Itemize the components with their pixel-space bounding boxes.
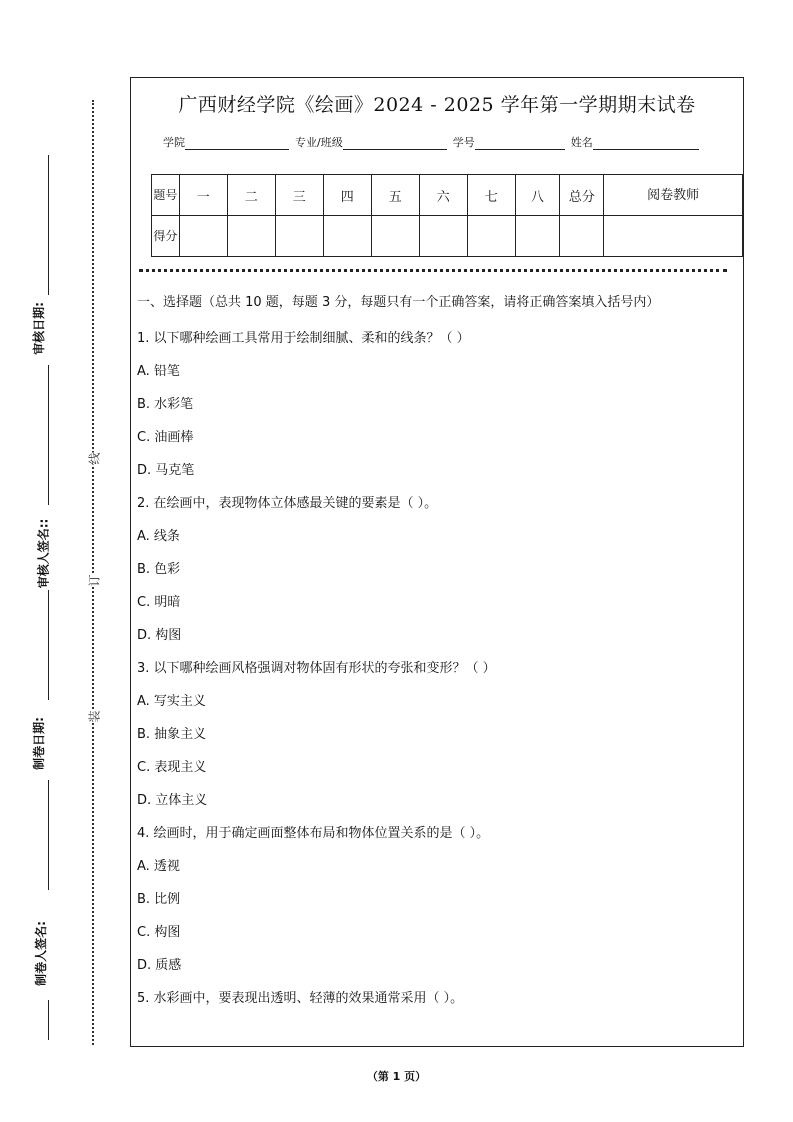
college-label: 学院: [163, 136, 185, 149]
binding-dotted-line: [92, 100, 94, 1045]
bind-char-xian: 线: [84, 452, 105, 464]
row-head-score: 得分: [152, 216, 180, 257]
score-cell-1[interactable]: [179, 216, 227, 257]
option-a: A. 透视: [137, 859, 180, 874]
option-a: A. 线条: [137, 529, 180, 544]
score-cell-3[interactable]: [275, 216, 323, 257]
student-id-label: 学号: [452, 136, 475, 149]
score-cell-8[interactable]: [515, 216, 559, 257]
option-a: A. 铅笔: [137, 364, 180, 379]
row-head-question: 题号: [152, 175, 180, 216]
exam-title: 广西财经学院《绘画》2024 - 2025 学年第一学期期末试卷: [178, 94, 696, 116]
major-label: 专业/班级: [295, 136, 343, 149]
question-text: 3. 以下哪种绘画风格强调对物体固有形状的夸张和变形？（ ）: [137, 661, 496, 676]
question-text: 5. 水彩画中，要表现出透明、轻薄的效果通常采用（ ）。: [137, 991, 464, 1006]
bind-char-zhuang: 装: [84, 710, 105, 722]
exam-frame: [130, 77, 744, 1047]
option-d: D. 立体主义: [137, 793, 208, 808]
review-date-label: 审核日期:: [31, 302, 46, 355]
col-4: 四: [323, 175, 371, 216]
maker-sign-label: 制卷人签名:: [33, 921, 48, 986]
name-label: 姓名: [570, 136, 593, 149]
col-8: 八: [515, 175, 559, 216]
question-5: [137, 982, 737, 1015]
page-number: （第 1 页）: [366, 1070, 427, 1083]
binding-line-1: [48, 155, 49, 295]
col-grader: 阅卷教师: [604, 175, 743, 216]
binding-line-5: [48, 1000, 49, 1040]
question-4: [137, 817, 737, 982]
reviewer-sign-label: 审核人签名::: [36, 518, 51, 589]
option-a: A. 写实主义: [137, 694, 206, 709]
college-blank[interactable]: [185, 137, 289, 150]
name-blank[interactable]: [593, 137, 699, 150]
option-c: C. 构图: [137, 925, 181, 940]
question-text: 2. 在绘画中，表现物体立体感最关键的要素是（ ）。: [137, 496, 438, 511]
col-2: 二: [227, 175, 275, 216]
score-cell-6[interactable]: [419, 216, 467, 257]
question-3: [137, 652, 737, 817]
score-table-score-row: [152, 216, 743, 257]
binding-line-4: [48, 780, 49, 890]
score-cell-7[interactable]: [467, 216, 515, 257]
student-id-blank[interactable]: [475, 137, 565, 150]
dotted-separator: [139, 269, 727, 272]
score-table: [151, 174, 743, 257]
score-cell-5[interactable]: [371, 216, 419, 257]
col-5: 五: [371, 175, 419, 216]
score-table-header-row: [152, 175, 743, 216]
option-d: D. 马克笔: [137, 463, 195, 478]
option-b: B. 水彩笔: [137, 397, 194, 412]
question-text: 4. 绘画时，用于确定画面整体布局和物体位置关系的是（ ）。: [137, 826, 490, 841]
option-b: B. 比例: [137, 892, 181, 907]
col-3: 三: [275, 175, 323, 216]
col-1: 一: [179, 175, 227, 216]
col-total: 总分: [560, 175, 604, 216]
option-b: B. 抽象主义: [137, 727, 207, 742]
option-d: D. 构图: [137, 628, 182, 643]
student-info-row: [163, 134, 705, 150]
score-cell-grader[interactable]: [604, 216, 743, 257]
question-2: [137, 487, 737, 652]
question-1: [137, 322, 737, 487]
binding-line-2: [48, 365, 49, 505]
section-choice: [137, 292, 737, 1015]
major-blank[interactable]: [343, 137, 447, 150]
make-date-label: 制卷日期:: [31, 717, 46, 770]
binding-line-3: [48, 590, 49, 700]
option-d: D. 质感: [137, 958, 182, 973]
section-heading: 一、选择题（总共 10 题，每题 3 分，每题只有一个正确答案，请将正确答案填入括号内）: [137, 295, 660, 310]
question-text: 1. 以下哪种绘画工具常用于绘制细腻、柔和的线条？（ ）: [137, 331, 470, 346]
score-cell-total[interactable]: [560, 216, 604, 257]
option-c: C. 表现主义: [137, 760, 207, 775]
col-6: 六: [419, 175, 467, 216]
score-cell-4[interactable]: [323, 216, 371, 257]
col-7: 七: [467, 175, 515, 216]
option-c: C. 明暗: [137, 595, 181, 610]
bind-char-ding: 订: [84, 574, 105, 586]
option-c: C. 油画棒: [137, 430, 194, 445]
option-b: B. 色彩: [137, 562, 181, 577]
score-cell-2[interactable]: [227, 216, 275, 257]
